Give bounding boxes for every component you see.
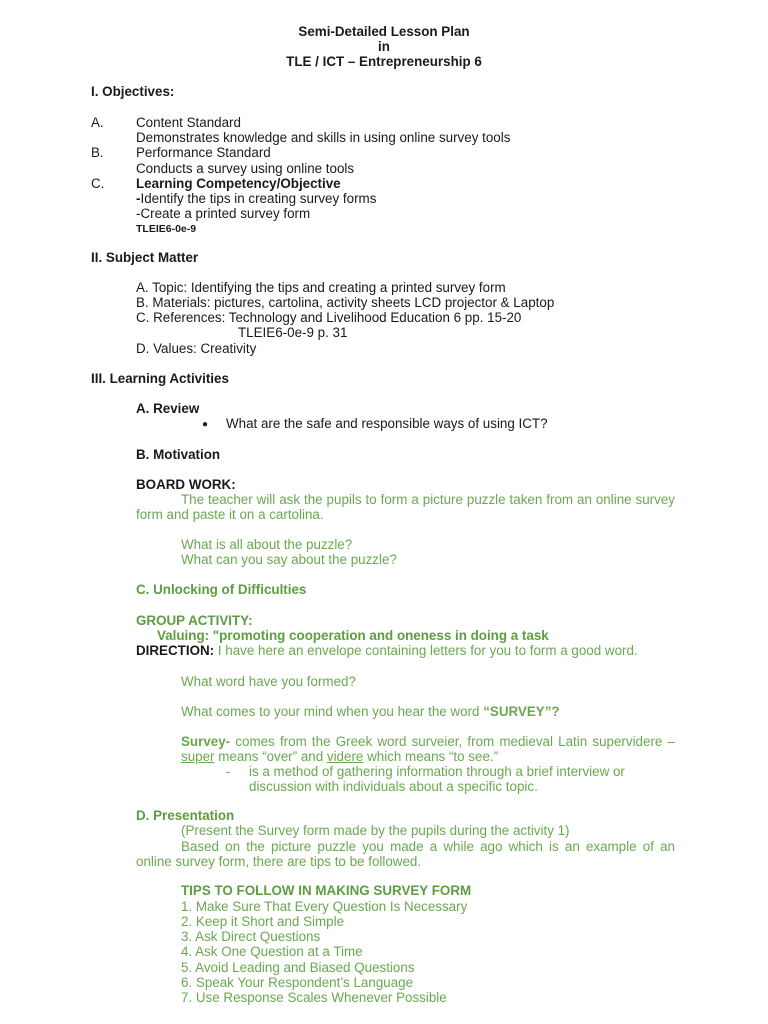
objective-a-title: Content Standard <box>136 115 241 130</box>
motivation-question-2: What can you say about the puzzle? <box>181 552 397 567</box>
objective-c-item-1 <box>136 191 376 206</box>
super-word: super <box>181 749 215 765</box>
survey-def-3: which means “to see.” <box>363 749 499 765</box>
valuing-text: Valuing: "promoting cooperation and oneness in doing a task <box>157 628 549 643</box>
tips-heading: TIPS TO FOLLOW IN MAKING SURVEY FORM <box>181 883 472 898</box>
tip-item: 2. Keep it Short and Simple <box>181 914 345 929</box>
survey-word: “SURVEY”? <box>483 704 560 719</box>
objective-c-label: C. <box>91 176 105 191</box>
objective-b-label: B. <box>91 145 104 160</box>
subject-references: C. References: Technology and Livelihood Education 6 pp. 15-20 <box>136 310 522 325</box>
objectives-heading: I. Objectives: <box>91 84 175 99</box>
presentation-text: Based on the picture puzzle you made a while ago which is an example of an online survey form, there are tips to be followed. <box>136 839 675 870</box>
tip-item: 4. Ask One Question at a Time <box>181 944 363 959</box>
objective-c-item-2: -Create a printed survey form <box>136 206 311 221</box>
title-line-3: TLE / ICT – Entrepreneurship 6 <box>286 54 482 69</box>
survey-def-1: comes from the Greek word surveier, from medieval Latin supervidere – <box>230 734 675 749</box>
title-line-2: in <box>378 39 390 54</box>
objective-c-title: Learning Competency/Objective <box>136 176 341 191</box>
board-work-text: The teacher will ask the pupils to form a picture puzzle taken from an online survey form and paste it on a cartolina. <box>136 492 675 523</box>
subject-materials: B. Materials: pictures, cartolina, activity sheets LCD projector & Laptop <box>136 295 555 310</box>
tip-item: 5. Avoid Leading and Biased Questions <box>181 960 415 975</box>
objective-a-label: A. <box>91 115 104 130</box>
word-question: What word have you formed? <box>181 674 356 689</box>
objective-b-text: Conducts a survey using online tools <box>136 161 355 176</box>
subject-references-cont: TLEIE6-0e-9 p. 31 <box>238 325 348 340</box>
objective-c-item-1-text: Identify the tips in creating survey forms <box>140 191 377 206</box>
bullet-icon: ● <box>202 419 209 430</box>
motivation-heading: B. Motivation <box>136 447 221 462</box>
definition-dash: - <box>226 764 231 779</box>
tip-item: 6. Speak Your Respondent’s Language <box>181 975 414 990</box>
subject-matter-heading: II. Subject Matter <box>91 250 199 265</box>
tip-item: 7. Use Response Scales Whenever Possible <box>181 990 447 1005</box>
learning-activities-heading: III. Learning Activities <box>91 371 229 386</box>
objective-c-item-1-dash: - <box>136 191 141 206</box>
objective-a-text: Demonstrates knowledge and skills in using online survey tools <box>136 130 511 145</box>
unlocking-heading: C. Unlocking of Difficulties <box>136 582 307 597</box>
survey-question-text: What comes to your mind when you hear the word <box>181 704 480 719</box>
objective-b-title: Performance Standard <box>136 145 271 160</box>
videre-word: videre <box>326 749 364 765</box>
competency-code: TLEIE6-0e-9 <box>136 223 197 235</box>
review-heading: A. Review <box>136 401 200 416</box>
survey-def-2: means “over” and <box>214 749 327 765</box>
presentation-heading: D. Presentation <box>136 808 235 823</box>
direction-label: DIRECTION: <box>136 643 215 658</box>
motivation-question-1: What is all about the puzzle? <box>181 537 353 552</box>
direction-text: I have here an envelope containing letters for you to form a good word. <box>214 643 638 658</box>
board-work-label: BOARD WORK: <box>136 477 236 492</box>
title-line-1: Semi-Detailed Lesson Plan <box>298 24 470 39</box>
subject-topic: A. Topic: Identifying the tips and creating a printed survey form <box>136 280 506 295</box>
definition-line-2: discussion with individuals about a specific topic. <box>249 779 538 794</box>
survey-definition <box>181 734 675 764</box>
definition-line-1: is a method of gathering information through a brief interview or <box>249 764 625 779</box>
group-activity-label: GROUP ACTIVITY: <box>136 613 253 628</box>
review-bullet: What are the safe and responsible ways of using ICT? <box>226 416 548 431</box>
subject-values: D. Values: Creativity <box>136 341 257 356</box>
survey-question <box>181 704 560 719</box>
direction-paragraph <box>136 643 675 658</box>
tip-item: 3. Ask Direct Questions <box>181 929 321 944</box>
survey-term: Survey- <box>181 734 231 749</box>
tip-item: 1. Make Sure That Every Question Is Necessary <box>181 899 468 914</box>
presentation-line-1: (Present the Survey form made by the pupils during the activity 1) <box>181 823 570 838</box>
